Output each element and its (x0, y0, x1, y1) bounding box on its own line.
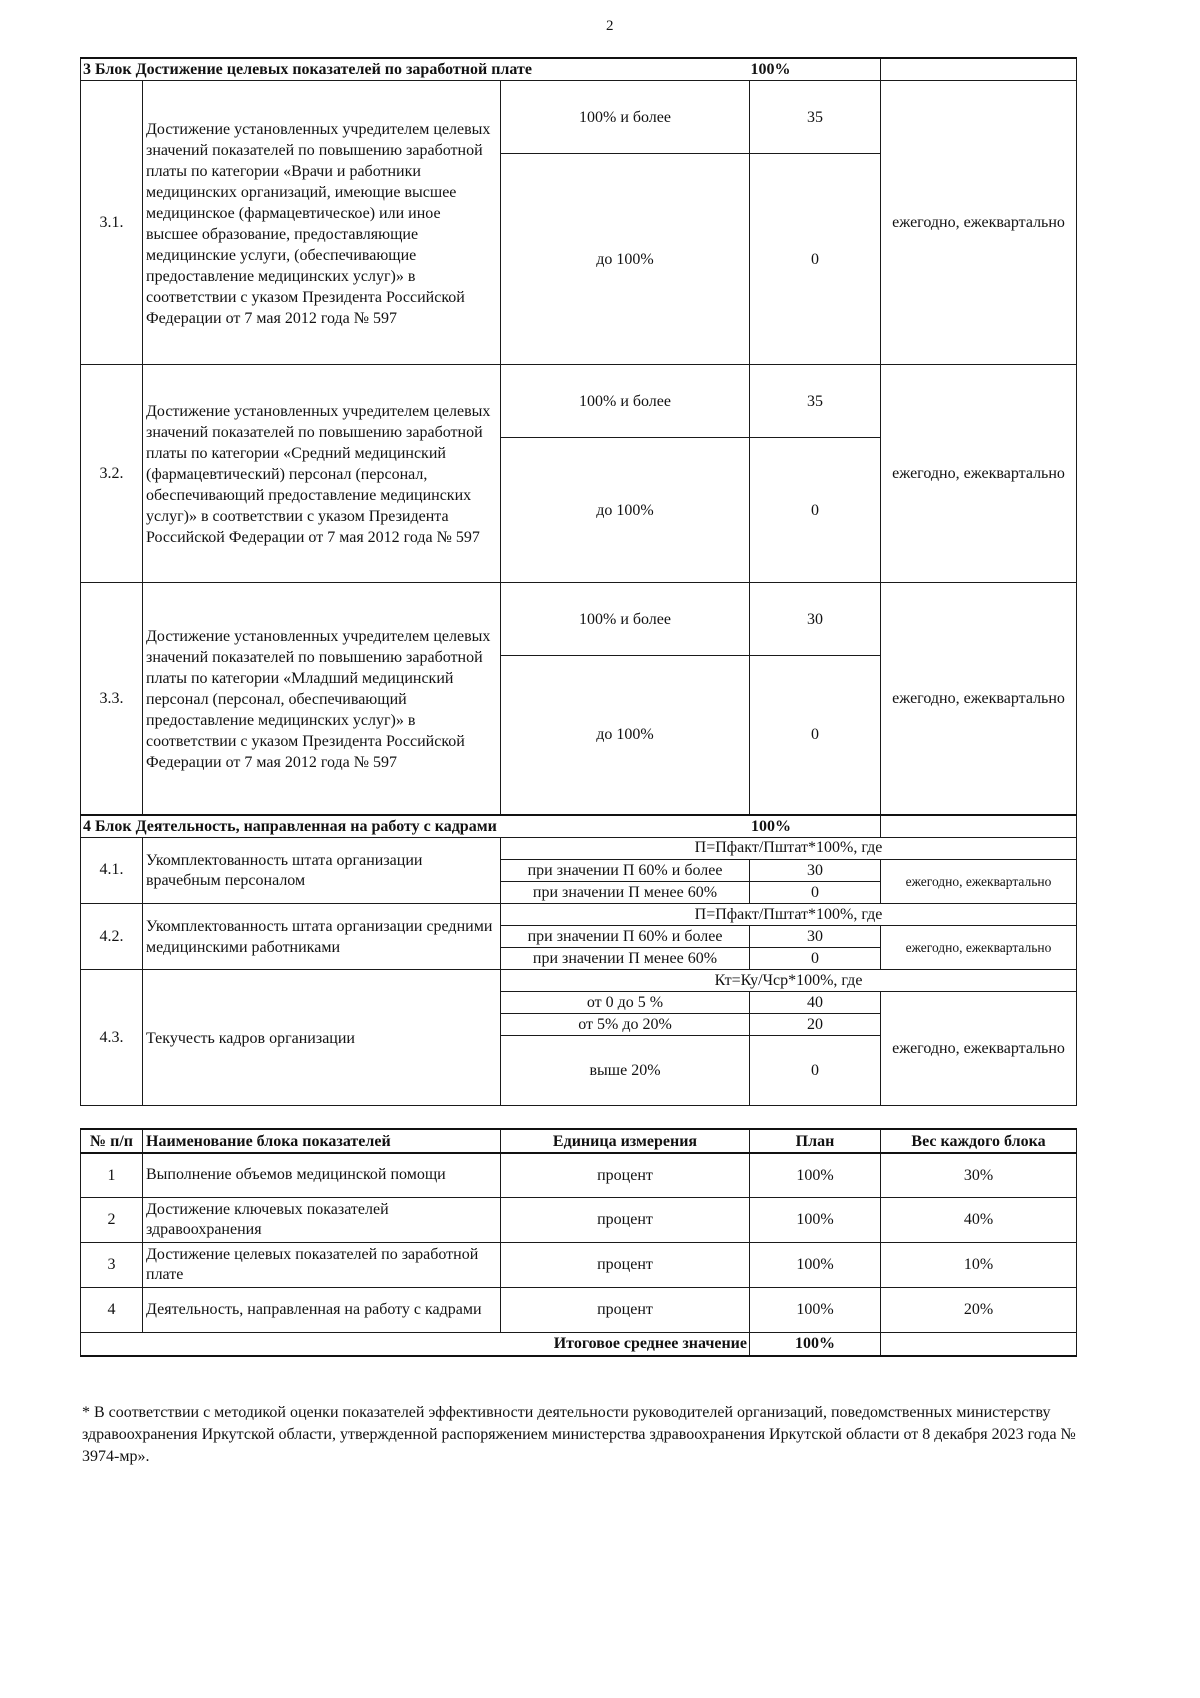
row-number: 3.2. (81, 365, 143, 583)
plan: 100% (750, 1242, 881, 1287)
condition: 100% и более (501, 583, 750, 656)
summary-total-row (81, 1332, 1077, 1356)
block-name: Выполнение объемов медицинской помощи (143, 1153, 501, 1197)
header-cell: Единица измерения (501, 1129, 750, 1153)
total-empty (881, 1332, 1077, 1356)
table-row (81, 1197, 1077, 1242)
condition: до 100% (501, 154, 750, 365)
row-number: 4 (81, 1287, 143, 1332)
score: 0 (750, 656, 881, 815)
total-value: 100% (750, 1332, 881, 1356)
condition: при значении П 60% и более (501, 925, 750, 947)
block3-percent: 100% (750, 61, 791, 78)
indicator-description: Текучесть кадров организации (143, 969, 501, 1105)
condition: при значении П менее 60% (501, 881, 750, 903)
total-label: Итоговое среднее значение (81, 1332, 750, 1356)
condition: при значении П 60% и более (501, 859, 750, 881)
unit: процент (501, 1197, 750, 1242)
condition: от 0 до 5 % (501, 991, 750, 1013)
indicator-description: Достижение установленных учредителем целевых значений показателей по повышению заработной платы по категории «Средний медицинский (фармацевтический) персонал (персонал, обеспечивающий предоставление медицинских услуг)» в соответствии с указом Президента Российской Федерации от 7 мая 2012 года № 597 (143, 365, 501, 583)
plan: 100% (750, 1153, 881, 1197)
condition: до 100% (501, 438, 750, 583)
condition: 100% и более (501, 81, 750, 154)
row-number: 2 (81, 1197, 143, 1242)
table-row (81, 583, 1077, 656)
block4-title: Деятельность, направленная на работу с кадрами (135, 817, 497, 835)
table-row (81, 1242, 1077, 1287)
score: 40 (750, 991, 881, 1013)
unit: процент (501, 1242, 750, 1287)
table-row (81, 969, 1077, 991)
score: 30 (750, 859, 881, 881)
block3-header-row (81, 58, 1077, 81)
header-cell: Наименование блока показателей (143, 1129, 501, 1153)
block4-header (81, 815, 881, 838)
header-cell: № п/п (81, 1129, 143, 1153)
indicator-description: Укомплектованность штата организации средними медицинскими работниками (143, 903, 501, 969)
condition: от 5% до 20% (501, 1013, 750, 1035)
score: 0 (750, 881, 881, 903)
block-name: Достижение целевых показателей по заработной плате (143, 1242, 501, 1287)
condition: до 100% (501, 656, 750, 815)
table-row (81, 365, 1077, 438)
score: 35 (750, 81, 881, 154)
block3-header (81, 58, 881, 81)
condition: при значении П менее 60% (501, 947, 750, 969)
score: 30 (750, 583, 881, 656)
frequency: ежегодно, ежеквартально (881, 365, 1077, 583)
table-row (81, 1287, 1077, 1332)
condition: 100% и более (501, 365, 750, 438)
row-number: 3.1. (81, 81, 143, 365)
weight: 10% (881, 1242, 1077, 1287)
header-cell: План (750, 1129, 881, 1153)
weight: 40% (881, 1197, 1077, 1242)
condition: выше 20% (501, 1035, 750, 1105)
score: 0 (750, 1035, 881, 1105)
formula: Кт=Ку/Чср*100%, где (501, 969, 1077, 991)
block4-label: 4 Блок (83, 817, 132, 835)
summary-table (80, 1128, 1077, 1357)
row-number: 4.3. (81, 969, 143, 1105)
block3-header-empty (881, 58, 1077, 81)
score: 20 (750, 1013, 881, 1035)
row-number: 3.3. (81, 583, 143, 815)
table-row (81, 837, 1077, 859)
formula: П=Пфакт/Пштат*100%, где (501, 837, 1077, 859)
row-number: 1 (81, 1153, 143, 1197)
score: 0 (750, 947, 881, 969)
row-number: 3 (81, 1242, 143, 1287)
score: 0 (750, 154, 881, 365)
indicator-description: Достижение установленных учредителем целевых значений показателей по повышению заработной платы по категории «Младший медицинский персонал (персонал, обеспечивающий предоставление медицинских услуг)» в соответствии с указом Президента Российской Федерации от 7 мая 2012 года № 597 (143, 583, 501, 815)
indicator-description: Достижение установленных учредителем целевых значений показателей по повышению заработной платы по категории «Врачи и работники медицинских организаций, имеющие высшее медицинское (фармацевтическое) или иное высшее образование, предоставляющие медицинские услуги, (обеспечивающие предоставление медицинских услуг)» в соответствии с указом Президента Российской Федерации от 7 мая 2012 года № 597 (143, 81, 501, 365)
plan: 100% (750, 1287, 881, 1332)
block4-percent: 100% (751, 817, 791, 835)
frequency: ежегодно, ежеквартально (881, 859, 1077, 903)
score: 35 (750, 365, 881, 438)
frequency: ежегодно, ежеквартально (881, 583, 1077, 815)
row-number: 4.2. (81, 903, 143, 969)
row-number: 4.1. (81, 837, 143, 903)
block3-label: 3 Блок (83, 61, 132, 78)
formula: П=Пфакт/Пштат*100%, где (501, 903, 1077, 925)
footnote: * В соответствии с методикой оценки показателей эффективности деятельности руководителей организаций, поведомственных министерству здравоохранения Иркутской области, утвержденной распоряжением министерства здравоохранения Иркутской области от 8 декабря 2023 года № 3974-мр». (82, 1404, 1076, 1465)
unit: процент (501, 1287, 750, 1332)
frequency: ежегодно, ежеквартально (881, 81, 1077, 365)
summary-header-row (81, 1129, 1077, 1153)
block-name: Деятельность, направленная на работу с кадрами (143, 1287, 501, 1332)
block3-title: Достижение целевых показателей по заработной плате (135, 61, 532, 78)
header-cell: Вес каждого блока (881, 1129, 1077, 1153)
block4-header-row (81, 815, 1077, 838)
score: 30 (750, 925, 881, 947)
unit: процент (501, 1153, 750, 1197)
weight: 30% (881, 1153, 1077, 1197)
indicator-description: Укомплектованность штата организации врачебным персоналом (143, 837, 501, 903)
table-row (81, 903, 1077, 925)
block-name: Достижение ключевых показателей здравоохранения (143, 1197, 501, 1242)
weight: 20% (881, 1287, 1077, 1332)
block4-header-empty (881, 815, 1077, 838)
table-row (81, 81, 1077, 154)
page-number: 2 (606, 18, 614, 34)
score: 0 (750, 438, 881, 583)
plan: 100% (750, 1197, 881, 1242)
table-row (81, 1153, 1077, 1197)
indicators-table (80, 57, 1077, 1106)
frequency: ежегодно, ежеквартально (881, 925, 1077, 969)
frequency: ежегодно, ежеквартально (881, 991, 1077, 1105)
